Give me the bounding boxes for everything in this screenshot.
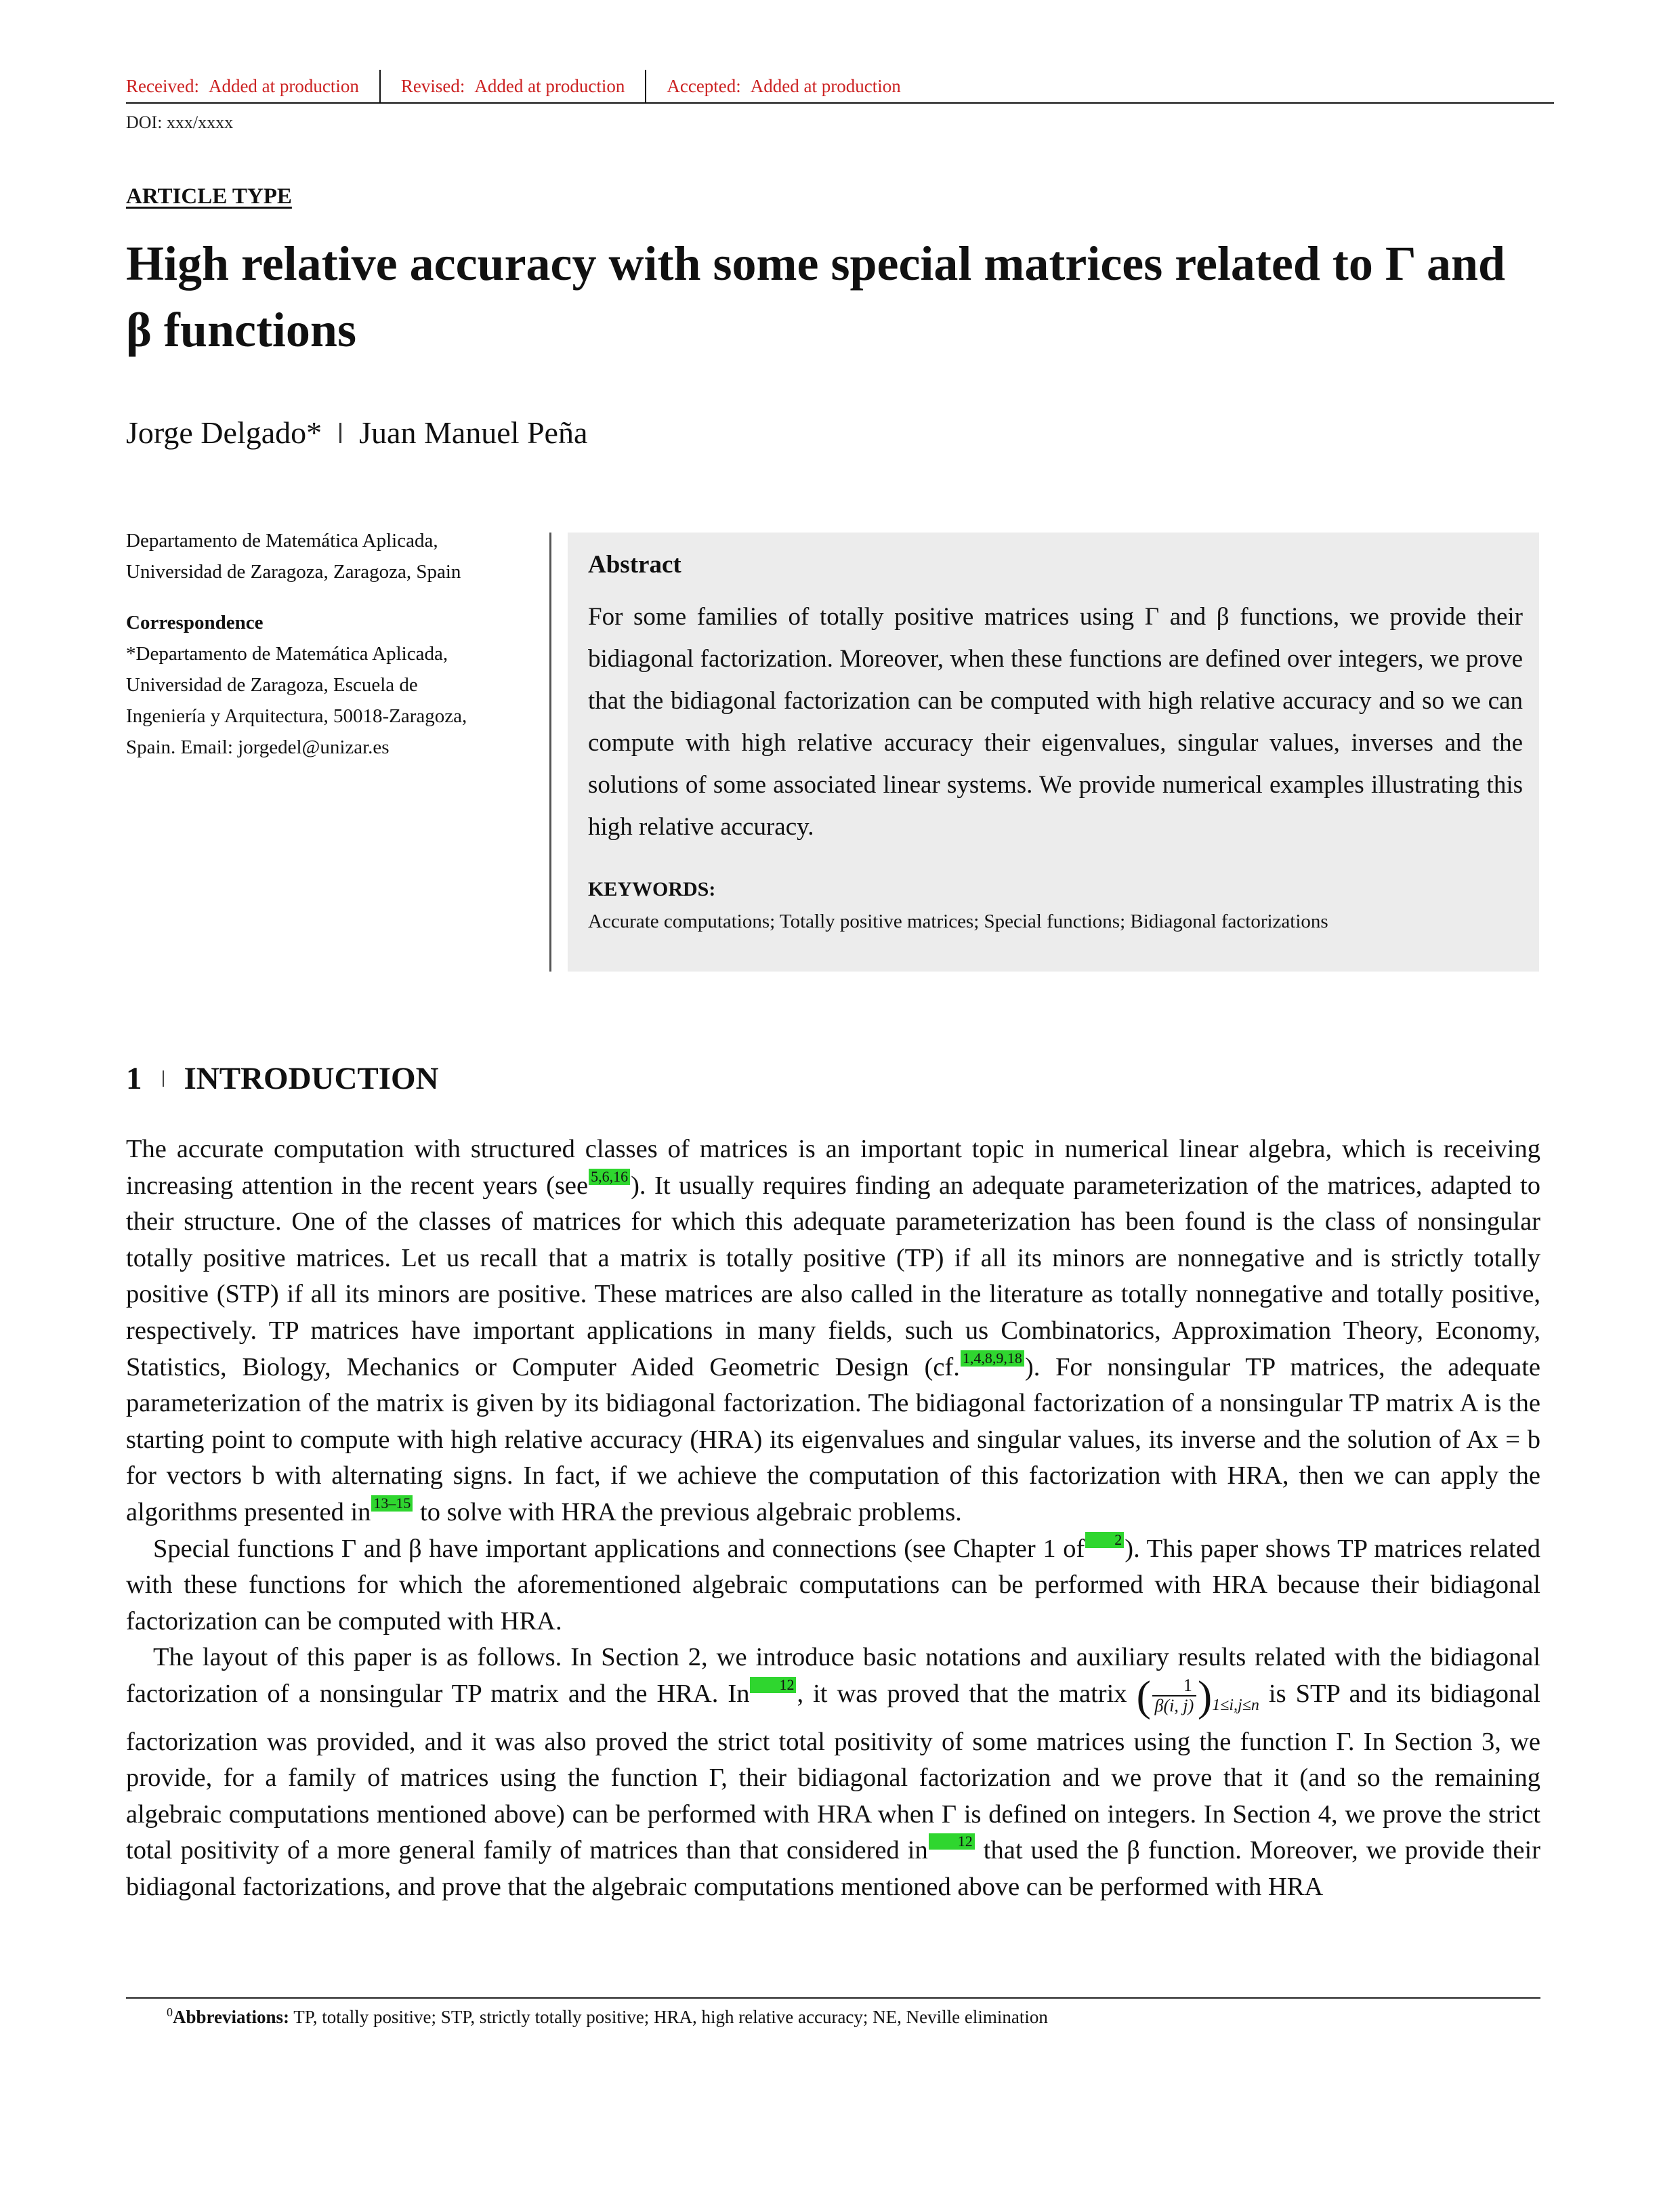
text-run: to solve with HRA the previous algebraic problems. — [413, 1497, 962, 1526]
section-heading — [126, 1060, 439, 1097]
section-number: 1 — [126, 1061, 142, 1096]
right-paren: ) — [1197, 1671, 1213, 1720]
received-date — [126, 76, 359, 97]
paragraph — [126, 1640, 1540, 1905]
revised-label: Revised: — [400, 75, 465, 96]
revised-date — [401, 76, 625, 97]
text-run: The accurate computation with structured classes of matrices is an important topic in numerical linear algebra, which is receiving increasing attention in the recent years (see — [126, 1135, 1540, 1200]
keywords-text: Accurate computations; Totally positive matrices; Special functions; Bidiagonal factorizations — [588, 911, 1328, 932]
author-2: Juan Manuel Peña — [359, 415, 588, 450]
column-divider — [549, 533, 551, 972]
citation-link[interactable]: 12 — [750, 1677, 796, 1693]
section-title: INTRODUCTION — [184, 1061, 439, 1096]
correspondence-line: *Departamento de Matemática Aplicada, — [126, 643, 448, 665]
title-line-2: β functions — [126, 303, 356, 357]
header-rule — [126, 102, 1554, 104]
affiliation-line: Universidad de Zaragoza, Zaragoza, Spain — [126, 561, 461, 583]
accepted-value: Added at production — [750, 75, 901, 96]
text-run: ). It usually requires finding an adequate parameterization of the matrices, adapted to their structure. One of the classes of matrices for which this adequate parameterization has been found is the class of nonsingular totally positive matrices. Let us recall that a matrix is totally positive (TP) if all its minors are nonnegative and is strictly totally positive (STP) if all its minors are positive. These matrices are also called in the literature as totally nonnegative and totally positive, respectively. TP matrices have important applications in many fields, such us Combinatorics, Approximation Theory, Economy, Statistics, Biology, Mechanics or Computer Aided Geometric Design (cf. — [126, 1171, 1540, 1381]
footnote-rule — [126, 1997, 1540, 1999]
paragraph — [126, 1131, 1540, 1531]
header-divider — [645, 70, 646, 102]
affiliation — [126, 525, 532, 587]
correspondence — [126, 607, 532, 763]
correspondence-line: Universidad de Zaragoza, Escuela de — [126, 674, 418, 696]
text-run: Special functions Γ and β have important applications and connections (see Chapter 1 of — [153, 1534, 1085, 1563]
citation-link[interactable]: 2 — [1085, 1532, 1124, 1548]
received-value: Added at production — [208, 75, 359, 96]
keywords-heading: KEYWORDS: — [588, 878, 716, 900]
matrix-subscript: 1≤i,j≤n — [1212, 1696, 1259, 1714]
publication-dates — [126, 70, 901, 102]
matrix-fraction — [1152, 1676, 1196, 1715]
correspondence-heading: Correspondence — [126, 612, 264, 633]
footnote-marker: 0 — [167, 2005, 173, 2019]
fraction-numerator: 1 — [1152, 1676, 1196, 1696]
correspondence-line: Ingeniería y Arquitectura, 50018-Zaragoza, — [126, 705, 467, 727]
revised-value: Added at production — [474, 75, 625, 96]
left-paren: ( — [1136, 1671, 1151, 1720]
correspondence-line: Spain. Email: jorgedel@unizar.es — [126, 736, 390, 758]
citation-link[interactable]: 1,4,8,9,18 — [961, 1350, 1024, 1367]
fraction-denominator: β(i, j) — [1154, 1696, 1194, 1716]
text-run: ). This paper shows TP matrices related with these functions for which the aforementioned algebraic computations can be performed with HRA because their bidiagonal factorization can be computed with HRA. — [126, 1534, 1540, 1636]
citation-link[interactable]: 13–15 — [371, 1495, 413, 1512]
abstract-text: For some families of totally positive matrices using Γ and β functions, we provide their bidiagonal factorization. Moreover, when these functions are defined over integers, we prove that the bidiagonal factorization can be computed with high relative accuracy and so we can compute with high relative accuracy their eigenvalues, singular values, inverses and the solutions of some associated linear systems. We provide numerical examples illustrating this high relative accuracy. — [588, 603, 1523, 841]
footnote — [167, 2005, 1048, 2028]
doi: DOI: xxx/xxxx — [126, 112, 234, 132]
citation-link[interactable]: 5,6,16 — [589, 1169, 630, 1185]
header-divider — [379, 70, 381, 102]
accepted-date — [667, 76, 900, 97]
citation-link[interactable]: 12 — [929, 1833, 975, 1850]
text-run: that used the β function. Moreover, we provide their bidiagonal factorizations, and prove that the algebraic computations mentioned above can be performed with HRA — [126, 1836, 1540, 1901]
author-list — [126, 415, 587, 451]
article-type: ARTICLE TYPE — [126, 184, 292, 209]
text-run: , it was proved that the matrix — [797, 1679, 1127, 1708]
accepted-label: Accepted: — [667, 75, 741, 96]
body-text — [126, 1131, 1540, 1905]
footnote-text: TP, totally positive; STP, strictly totally positive; HRA, high relative accuracy; NE, Neville elimination — [289, 2007, 1048, 2027]
text-run: is STP and its bidiagonal factorization was provided, and it was also proved the strict total positivity of some matrices using the function Γ. In Section 3, we provide, for a family of matrices using the function Γ, their bidiagonal factorization and we prove that it (and so the remaining algebraic computations mentioned above) can be performed with HRA when Γ is defined on integers. In Section 4, we prove the strict total positivity of a more general family of matrices than that considered in — [126, 1679, 1540, 1865]
paragraph — [126, 1531, 1540, 1640]
abstract-heading: Abstract — [588, 551, 681, 579]
text-run: ). For nonsingular TP matrices, the adequate parameterization of the matrix is given by its bidiagonal factorization. The bidiagonal factorization of a nonsingular TP matrix A is the starting point to compute with high relative accuracy (HRA) its eigenvalues and singular values, its inverse and the solution of Ax = b for vectors b with alternating signs. In fact, if we achieve the computation of this factorization with HRA, then we can apply the algorithms presented in — [126, 1352, 1541, 1526]
received-label: Received: — [126, 75, 199, 96]
affiliation-line: Departamento de Matemática Aplicada, — [126, 530, 438, 551]
author-1: Jorge Delgado* — [126, 415, 322, 450]
paper-title — [126, 230, 1562, 363]
text-run: The layout of this paper is as follows. In Section 2, we introduce basic notations and auxiliary results related with the bidiagonal factorization of a nonsingular TP matrix and the HRA. In — [126, 1643, 1540, 1708]
footnote-label: Abbreviations: — [173, 2007, 290, 2027]
author-separator — [339, 423, 341, 443]
section-separator — [163, 1070, 164, 1087]
title-line-1: High relative accuracy with some special matrices related to Γ and — [126, 236, 1506, 291]
